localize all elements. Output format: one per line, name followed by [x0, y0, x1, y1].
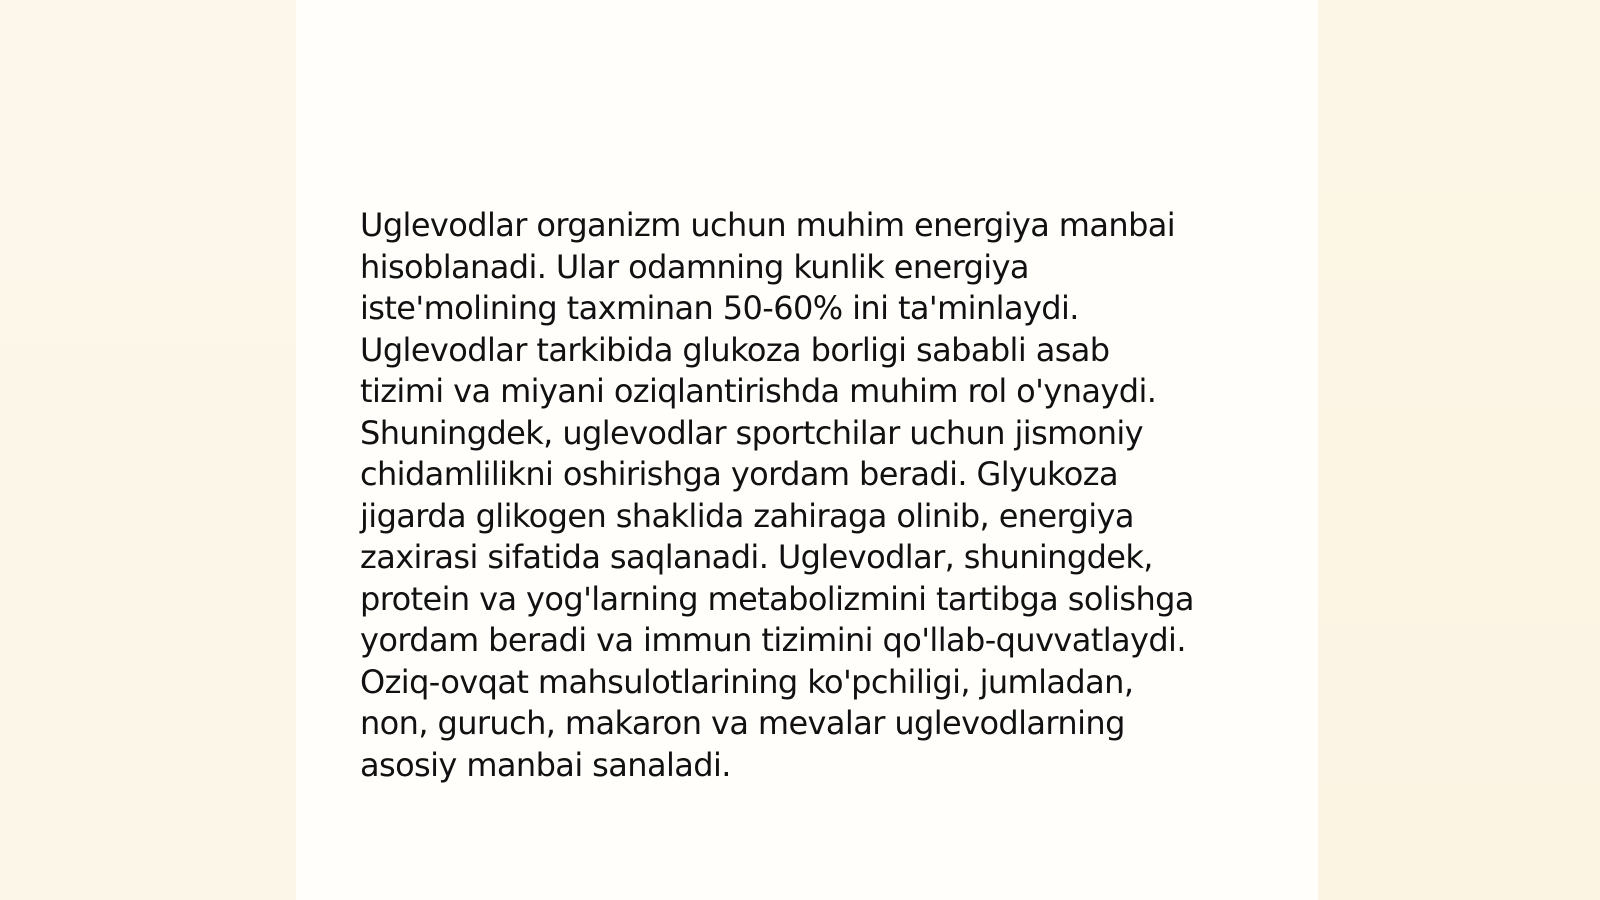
text-line: asosiy manbai sanaladi.	[360, 745, 731, 784]
text-line: jigarda glikogen shaklida zahiraga olinib, energiya	[360, 496, 1134, 535]
text-line: yordam beradi va immun tizimini qo'llab-quvvatlaydi.	[360, 621, 1186, 659]
text-line: chidamlilikni oshirishga yordam beradi. Glyukoza	[360, 455, 1118, 493]
text-line: Uglevodlar organizm uchun muhim energiya manbai	[360, 206, 1176, 244]
text-line: Uglevodlar tarkibida glukoza borligi sababli asab	[360, 330, 1110, 369]
left-margin	[0, 0, 296, 900]
text-line: tizimi va miyani oziqlantirishda muhim rol o'ynaydi.	[360, 372, 1157, 410]
right-margin	[1318, 0, 1600, 900]
text-line: iste'molining taxminan 50-60% ini ta'minlaydi.	[360, 289, 1079, 327]
body-paragraph	[360, 205, 1260, 786]
text-line: protein va yog'larning metabolizmini tartibga solishga	[360, 579, 1194, 618]
text-line: non, guruch, makaron va mevalar uglevodlarning	[360, 704, 1125, 742]
text-line: Oziq-ovqat mahsulotlarining ko'pchiligi, jumladan,	[360, 662, 1134, 701]
text-line: Shuningdek, uglevodlar sportchilar uchun jismoniy	[360, 413, 1144, 452]
text-line: zaxirasi sifatida saqlanadi. Uglevodlar, shuningdek,	[360, 538, 1153, 576]
slide-page	[296, 0, 1318, 900]
text-line: hisoblanadi. Ular odamning kunlik energiya	[360, 247, 1029, 286]
